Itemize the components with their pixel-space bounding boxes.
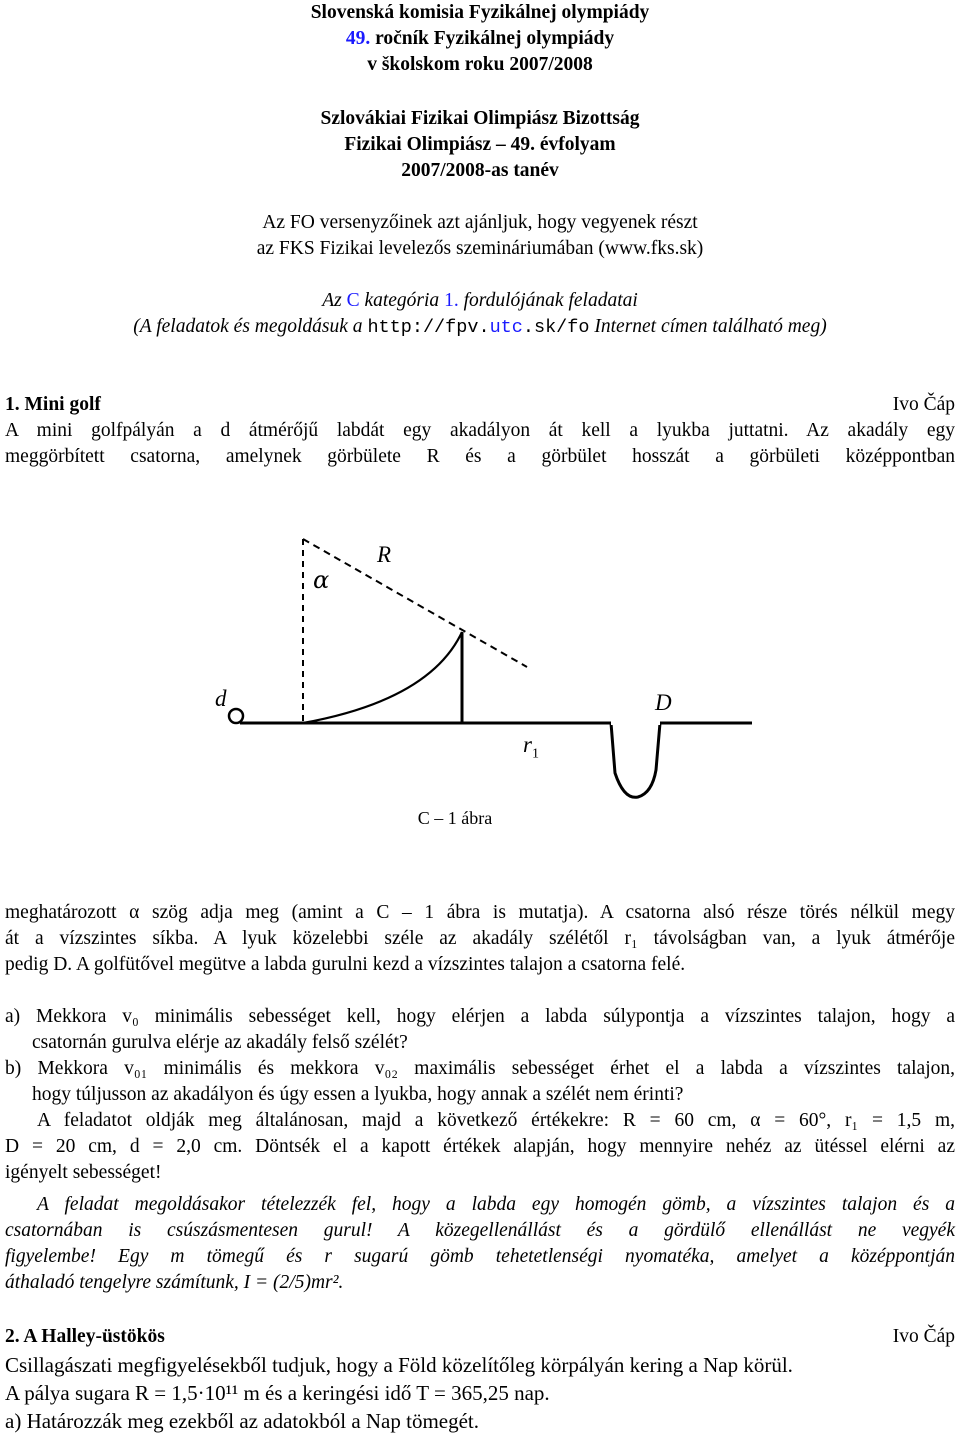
problem1-italic-line1: A feladat megoldásakor tételezzék fel, hogy a labda egy homogén gömb, a vízszintes talajon és a (37, 1194, 955, 1215)
problem2-line1: Csillagászati megfigyelésekből tudjuk, hogy a Föld közelítőleg körpályán kering a Nap körül. (5, 1353, 793, 1377)
problem1-p2-line3: igényelt sebességet! (5, 1162, 162, 1183)
problem1-italic-line4: áthaladó tengelyre számítunk, I = (2/5)mr². (5, 1272, 344, 1293)
problem2-author: Ivo Čáp (892, 1326, 955, 1347)
hole (611, 723, 660, 797)
figure-caption (0, 808, 910, 829)
problem1-author: Ivo Čáp (892, 394, 955, 415)
figure-caption-text: C – 1 ábra (417, 808, 493, 828)
header-note-line1: Az FO versenyzőinek azt ajánljuk, hogy vegyenek részt (262, 212, 698, 233)
label-r1: $r_1$ (523, 732, 539, 762)
category-subheading: (A feladatok és megoldásuk a http://fpv.utc.sk/fo Internet címen található meg) (133, 316, 827, 338)
problem2-line3: a) Határozzák meg ezekből az adatokból a Nap tömegét. (5, 1409, 480, 1433)
header-hu-line1: Szlovákiai Fizikai Olimpiász Bizottság (320, 108, 640, 129)
label-d: d (215, 686, 227, 711)
curved-channel (303, 632, 462, 723)
category-heading: Az C kategória 1. fordulójának feladatai (322, 290, 638, 311)
radius-dashed-line (303, 539, 527, 667)
label-alpha: α (313, 566, 330, 594)
label-D: D (655, 690, 672, 715)
question-a-line1: a) Mekkora v₀ minimális sebességet kell, hogy elérjen a labda súlypontja a vízszintes talajon, hogy a (5, 1006, 955, 1027)
problem1-italic-line2: csatornában is csúszásmentesen gurul! A közegellenállást és a gördülő ellenállást ne vegyék (5, 1220, 955, 1241)
problem1-title: 1. Mini golf (5, 394, 101, 415)
header-sk-line3: v školskom roku 2007/2008 (367, 54, 593, 75)
header-hu-line2: Fizikai Olimpiász – 49. évfolyam (344, 134, 616, 155)
problem2-line2: A pálya sugara R = 1,5·10¹¹ m és a keringési idő T = 365,25 nap. (5, 1381, 550, 1405)
problem1-p1-line1: meghatározott α szög adja meg (amint a C – 1 ábra is mutatja). A csatorna alsó része törés nélkül megy (5, 902, 955, 923)
problem1-intro-line1: A mini golfpályán a d átmérőjű labdát egy akadályon át kell a lyukba juttatni. Az akadály egy (5, 420, 955, 441)
round-number: 1. (444, 290, 459, 311)
problem1-p2-line2: D = 20 cm, d = 2,0 cm. Döntsék el a kapott értékek alapján, hogy mennyire nehéz az ütéssel elérni az (5, 1136, 955, 1157)
question-b-line2: hogy túljusson az akadályon és úgy essen a lyukba, hogy annak a szélét nem érinti? (32, 1084, 684, 1105)
problem1-p1-line3: pedig D. A golfütővel megütve a labda gurulni kezd a vízszintes talajon a csatorna felé. (5, 954, 686, 975)
ball (229, 709, 243, 723)
category-letter: C (346, 290, 360, 311)
edition-text: ročník Fyzikálnej olympiády (370, 28, 615, 49)
label-R: R (377, 542, 392, 567)
header-hu-line3: 2007/2008-as tanév (401, 160, 559, 181)
problem2-title: 2. A Halley-üstökös (5, 1326, 165, 1347)
problem1-italic-line3: figyelembe! Egy m tömegű és r sugarú gömb tehetetlenségi nyomatéka, amelyet a középpontján (5, 1246, 955, 1267)
question-b-line1: b) Mekkora v₀₁ minimális és mekkora v₀₂ maximális sebességet érhet el a labda a vízszintes talajon, (5, 1058, 955, 1079)
url-link[interactable]: http://fpv.utc.sk/fo (367, 317, 590, 338)
header-note-line2: az FKS Fizikai levelezős szemináriumában (www.fks.sk) (256, 238, 704, 259)
edition-number: 49. (345, 28, 371, 49)
problem1-p2-line1: A feladatot oldják meg általánosan, majd a következő értékekre: R = 60 cm, α = 60°, r₁ = 1,5 m, (37, 1110, 955, 1131)
header-sk-line1: Slovenská komisia Fyzikálnej olympiády (310, 2, 650, 23)
problem1-p1-line2: át a vízszintes síkba. A lyuk közelebbi széle az akadály szélétől r₁ távolságban van, a lyuk átmérője (5, 928, 955, 949)
problem1-intro-line2: meggörbített csatorna, amelynek görbülete R és a görbület hosszát a görbületi középpontban (5, 446, 955, 467)
question-a-line2: csatornán gurulva elérje az akadály felső szélét? (32, 1032, 408, 1053)
